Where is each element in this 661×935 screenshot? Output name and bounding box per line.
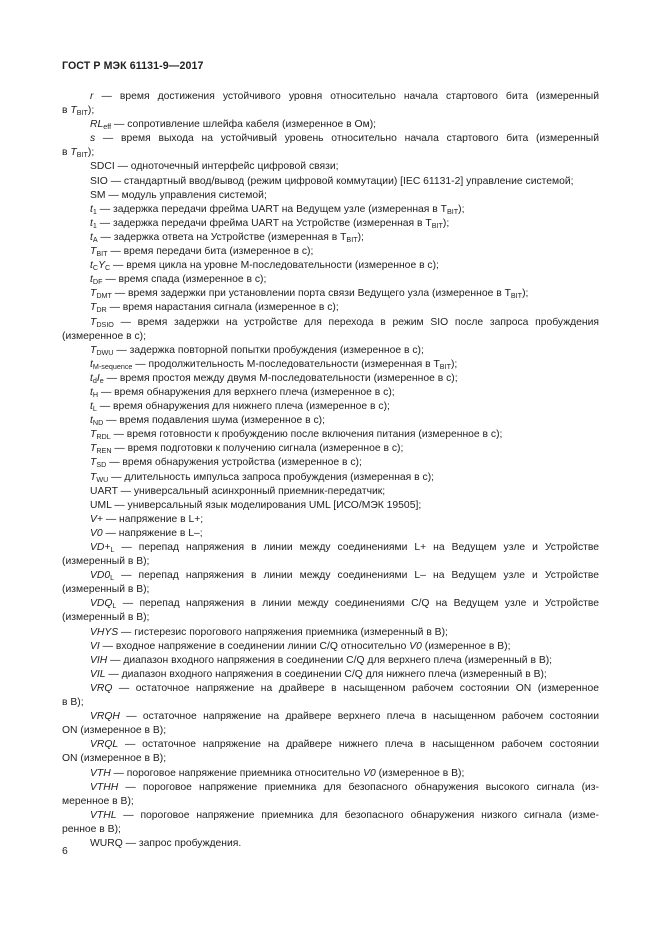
- continuation-text: в: [62, 147, 71, 159]
- definition-line: [62, 358, 599, 372]
- definition-symbol: t: [90, 372, 93, 384]
- definition-line: [62, 287, 599, 301]
- definition-continuation: [62, 795, 599, 809]
- symbol-subscript: L: [110, 545, 115, 554]
- definition-symbol: VTH: [90, 767, 111, 779]
- definition-symbol: t: [90, 415, 93, 427]
- symbol-subscript: WU: [96, 474, 109, 484]
- continuation-text: (измеренный в В);: [62, 612, 150, 624]
- definition-symbol: T: [90, 246, 97, 258]
- definition-symbol: WURQ: [90, 837, 123, 849]
- definition-line: [62, 132, 599, 146]
- definition-symbol: t: [90, 274, 93, 286]
- definition-symbol: VTHL: [90, 809, 117, 821]
- unit-symbol: T: [70, 147, 77, 159]
- symbol-subscript: 1: [92, 206, 97, 216]
- definition-text: — время спада (измеренное в с);: [102, 274, 267, 286]
- definition-text: — перепад напряжения в линии между соединениями C/Q на Ведущем узле и Устройстве: [116, 598, 599, 610]
- symbol-subscript: L: [92, 404, 97, 414]
- symbol-subscript: d: [92, 375, 97, 385]
- definition-text: — время обнаружения для нижнего плеча (измеренное в с);: [96, 401, 390, 413]
- definition-text-end: (измеренное в В);: [375, 767, 465, 779]
- definition-line: [62, 386, 599, 400]
- definition-text: — время задержки при установлении порта связи Ведущего узла (измеренное в T: [111, 288, 511, 300]
- symbol-subscript: DMT: [96, 291, 112, 301]
- definition-text: — задержка повторной попытки пробуждения (измеренное в с);: [113, 344, 424, 356]
- definition-text: — задержка передачи фрейма UART на Устройстве (измеренная в T: [96, 217, 432, 229]
- continuation-text: (измеренное в с);: [62, 330, 146, 342]
- definition-text: — стандартный ввод/вывод (режим цифровой коммутации) [IEC 61131-2] управление системой;: [107, 175, 574, 187]
- definition-symbol: VIL: [90, 668, 106, 680]
- continuation-text: в: [62, 105, 71, 117]
- definition-symbol: VI: [90, 640, 100, 652]
- symbol-subscript: eff: [103, 122, 112, 132]
- definition-line: [62, 668, 599, 682]
- symbol-subscript: SD: [96, 460, 107, 470]
- definition-text: — время готовности к пробуждению после включения питания (измеренное в с);: [110, 429, 503, 441]
- definition-symbol: t: [90, 386, 93, 398]
- symbol-subscript: L: [112, 601, 117, 611]
- definition-line: [62, 372, 599, 386]
- definition-symbol: UML: [90, 499, 112, 511]
- definition-line: [62, 682, 599, 696]
- definition-line: [62, 273, 599, 287]
- definition-line: [62, 837, 599, 851]
- abbreviations-list: [62, 90, 599, 851]
- definition-symbol: VDQ: [90, 598, 113, 610]
- definition-line: [62, 428, 599, 442]
- definition-line: [62, 471, 599, 485]
- definition-line: [62, 485, 599, 499]
- definition-symbol: t: [90, 401, 93, 413]
- definition-continuation: [62, 146, 599, 160]
- definition-symbol: t: [90, 260, 93, 272]
- symbol-subscript: RDL: [96, 432, 111, 442]
- unit-subscript: BIT: [439, 361, 451, 371]
- definition-line: [62, 767, 599, 781]
- definition-text: — время подавления шума (измеренное в с);: [103, 415, 325, 427]
- definition-symbol-part: I: [96, 372, 100, 384]
- definition-text-end: );: [458, 203, 465, 215]
- definition-text: — запрос пробуждения.: [122, 837, 242, 849]
- definition-continuation: [62, 823, 599, 837]
- definition-symbol: t: [90, 203, 93, 215]
- continuation-text: ON (измеренное в В);: [62, 725, 167, 737]
- definition-text: — гистерезис порогового напряжения приемника (измеренный в В);: [118, 626, 448, 638]
- definition-symbol: VRQL: [90, 739, 119, 751]
- symbol-subscript: DR: [96, 305, 107, 315]
- definition-symbol: VRQ: [90, 682, 113, 694]
- definition-continuation: [62, 330, 599, 344]
- continuation-text: ренное в В);: [62, 823, 121, 835]
- definition-continuation: [62, 583, 599, 597]
- definition-line: [62, 160, 599, 174]
- definition-text: — диапазон входного напряжения в соединении C/Q для верхнего плеча (измеренный в В);: [107, 654, 553, 666]
- definition-symbol: VRQH: [90, 711, 120, 723]
- continuation-end: );: [87, 105, 95, 117]
- definition-text: — продолжительность М-последовательности (измеренная в T: [132, 358, 440, 370]
- symbol-subscript: e: [99, 375, 104, 385]
- definition-text: — задержка передачи фрейма UART на Ведущем узле (измеренная в T: [96, 203, 447, 215]
- definition-line: [62, 640, 599, 654]
- reference-symbol: V0: [409, 640, 422, 652]
- definition-text: — время достижения устойчивого уровня относительно начала стартового бита (измеренный: [93, 91, 599, 102]
- continuation-text: ON (измеренное в В);: [62, 753, 167, 765]
- unit-subscript: BIT: [510, 291, 523, 301]
- symbol-subscript: ND: [92, 418, 104, 428]
- definition-line: [62, 442, 599, 456]
- definition-symbol: VD0: [90, 570, 111, 582]
- definition-symbol: T: [90, 302, 97, 314]
- definition-symbol: T: [90, 443, 97, 455]
- definition-line: [62, 245, 599, 259]
- definition-text: — универсальный асинхронный приемник-передатчик;: [117, 485, 386, 497]
- definition-text: — диапазон входного напряжения в соединении C/Q для нижнего плеча (измеренный в В);: [105, 668, 547, 680]
- definition-line: [62, 118, 599, 132]
- definition-symbol: SDCI: [90, 161, 115, 173]
- definition-text: — время задержки на устройстве для перехода в режим SIO после запроса пробуждения: [113, 316, 599, 328]
- definition-line: [62, 809, 599, 823]
- definition-symbol: VIH: [90, 654, 108, 666]
- definition-symbol: T: [90, 457, 97, 469]
- continuation-text: (измеренный в В);: [62, 556, 150, 568]
- definition-text: — сопротивление шлейфа кабеля (измеренное в Ом);: [111, 119, 377, 131]
- definition-text: — время простоя между двумя М-последовательности (измеренное в с);: [103, 372, 458, 384]
- definition-line: [62, 90, 599, 104]
- symbol-subscript: H: [92, 389, 99, 399]
- definition-text: — пороговое напряжение приемника для безопасного обнаружения высокого сигнала (из-: [118, 781, 599, 793]
- definition-continuation: [62, 724, 599, 738]
- definition-symbol: T: [90, 429, 97, 441]
- definition-continuation: [62, 611, 599, 625]
- definition-symbol: UART: [90, 485, 118, 497]
- definition-continuation: [62, 752, 599, 766]
- definition-symbol: T: [90, 316, 97, 328]
- symbol-subscript: L: [110, 573, 115, 583]
- definition-line: [62, 456, 599, 470]
- continuation-end: );: [87, 147, 95, 159]
- definition-line: [62, 344, 599, 358]
- definition-line: [62, 400, 599, 414]
- definition-line: [62, 259, 599, 273]
- symbol-subscript: DSIO: [96, 319, 114, 329]
- definition-text: — одноточечный интерфейс цифровой связи;: [114, 161, 339, 173]
- definition-line: [62, 541, 599, 555]
- definition-symbol: T: [90, 288, 97, 300]
- definition-symbol: VHYS: [90, 626, 119, 638]
- definition-text: — остаточное напряжение на драйвере нижнего плеча в насыщенном рабочем состоянии: [118, 739, 599, 751]
- definition-text: — время передачи бита (измеренное в с);: [107, 246, 314, 258]
- symbol-subscript: DWU: [96, 347, 114, 357]
- unit-subscript: BIT: [346, 234, 358, 244]
- definition-symbol: VTHH: [90, 781, 119, 793]
- definition-line: [62, 175, 599, 189]
- unit-subscript: BIT: [76, 108, 88, 118]
- definition-text: — перепад напряжения в линии между соединениями L– на Ведущем узле и Устройстве: [114, 570, 599, 582]
- definition-text: — универсальный язык моделирования UML [ИСО/МЭК 19505];: [111, 499, 422, 511]
- definition-line: [62, 597, 599, 611]
- definition-symbol: SM: [90, 189, 106, 201]
- symbol-subscript: DF: [92, 277, 103, 287]
- definition-line: [62, 738, 599, 752]
- continuation-text: в В);: [62, 697, 84, 709]
- definition-text: — напряжение в L–;: [102, 527, 203, 539]
- definition-text-end: );: [450, 358, 458, 370]
- definition-symbol: VD+: [90, 542, 111, 553]
- definition-text: — время подготовки к получению сигнала (измеренное в с);: [111, 443, 404, 455]
- continuation-text: (измеренный в В);: [62, 584, 150, 596]
- definition-line: [62, 513, 599, 527]
- definition-line: [62, 217, 599, 231]
- definition-symbol: SIO: [90, 175, 108, 187]
- definition-text: — время цикла на уровне М-последовательности (измеренное в с);: [110, 260, 439, 272]
- definition-line: [62, 301, 599, 315]
- definition-text-end: );: [522, 288, 529, 300]
- definition-text: — длительность импульса запроса пробуждения (измеренная в с);: [108, 471, 435, 483]
- unit-subscript: BIT: [76, 150, 88, 160]
- symbol-subscript: M-sequence: [92, 361, 133, 371]
- definition-text: — время обнаружения для верхнего плеча (измеренное в с);: [98, 386, 395, 398]
- definition-text: — пороговое напряжение приемника относительно: [110, 767, 364, 779]
- symbol-subscript: C: [104, 263, 111, 273]
- definition-symbol-part: Y: [98, 260, 105, 272]
- definition-text: — остаточное напряжение на драйвере верхнего плеча в насыщенном рабочем состоянии: [119, 711, 599, 723]
- definition-symbol: V0: [90, 527, 103, 539]
- definition-continuation: [62, 555, 599, 569]
- definition-line: [62, 414, 599, 428]
- document-header: ГОСТ Р МЭК 61131-9—2017: [62, 60, 204, 72]
- definition-text: — время обнаружения устройства (измеренное в с);: [106, 457, 362, 469]
- definition-text: — задержка ответа на Устройстве (измеренная в T: [97, 231, 347, 243]
- unit-symbol: T: [70, 105, 77, 117]
- definition-symbol: V+: [90, 513, 103, 525]
- definition-text: — время нарастания сигнала (измеренное в с);: [106, 302, 339, 314]
- definition-symbol: t: [90, 231, 93, 243]
- definition-text: — время выхода на устойчивый уровень относительно начала стартового бита (измеренный: [95, 133, 599, 145]
- definition-line: [62, 499, 599, 513]
- symbol-subscript: 1: [92, 220, 97, 230]
- definition-text: — входное напряжение в соединении линии C/Q относительно: [99, 640, 410, 652]
- definition-symbol: RL: [90, 119, 104, 131]
- definition-text: — остаточное напряжение на драйвере в насыщенном рабочем состоянии ON (измеренное: [112, 682, 599, 694]
- definition-continuation: [62, 104, 599, 118]
- definition-text-end: );: [442, 217, 450, 229]
- definition-line: [62, 626, 599, 640]
- definition-text-end: (измеренное в В);: [421, 640, 511, 652]
- definition-line: [62, 527, 599, 541]
- definition-line: [62, 710, 599, 724]
- definition-symbol: t: [90, 217, 93, 229]
- definition-symbol: t: [90, 358, 93, 370]
- definition-line: [62, 203, 599, 217]
- definition-symbol: T: [90, 471, 97, 483]
- reference-symbol: V0: [363, 767, 376, 779]
- definition-symbol: s: [90, 133, 96, 145]
- symbol-subscript: C: [92, 263, 99, 273]
- definition-text: — напряжение в L+;: [102, 513, 204, 525]
- unit-subscript: BIT: [431, 220, 443, 230]
- definition-line: [62, 316, 599, 330]
- definition-text: — перепад напряжения в линии между соединениями L+ на Ведущем узле и Устройстве: [114, 542, 599, 553]
- definition-line: [62, 189, 599, 203]
- definition-line: [62, 569, 599, 583]
- definition-symbol: r: [90, 91, 94, 102]
- symbol-subscript: BIT: [96, 249, 108, 259]
- page-number: 6: [62, 846, 68, 857]
- definition-line: [62, 781, 599, 795]
- symbol-subscript: REN: [96, 446, 112, 456]
- unit-subscript: BIT: [446, 206, 459, 216]
- definition-text: — пороговое напряжение приемника для безопасного обнаружения низкого сигнала (изме-: [116, 809, 599, 821]
- definition-continuation: [62, 696, 599, 710]
- definition-line: [62, 231, 599, 245]
- symbol-subscript: A: [92, 234, 98, 244]
- definition-text: — модуль управления системой;: [105, 189, 267, 201]
- definition-text-end: );: [357, 231, 364, 243]
- definition-line: [62, 654, 599, 668]
- definition-symbol: T: [90, 344, 97, 356]
- continuation-text: меренное в В);: [62, 795, 134, 807]
